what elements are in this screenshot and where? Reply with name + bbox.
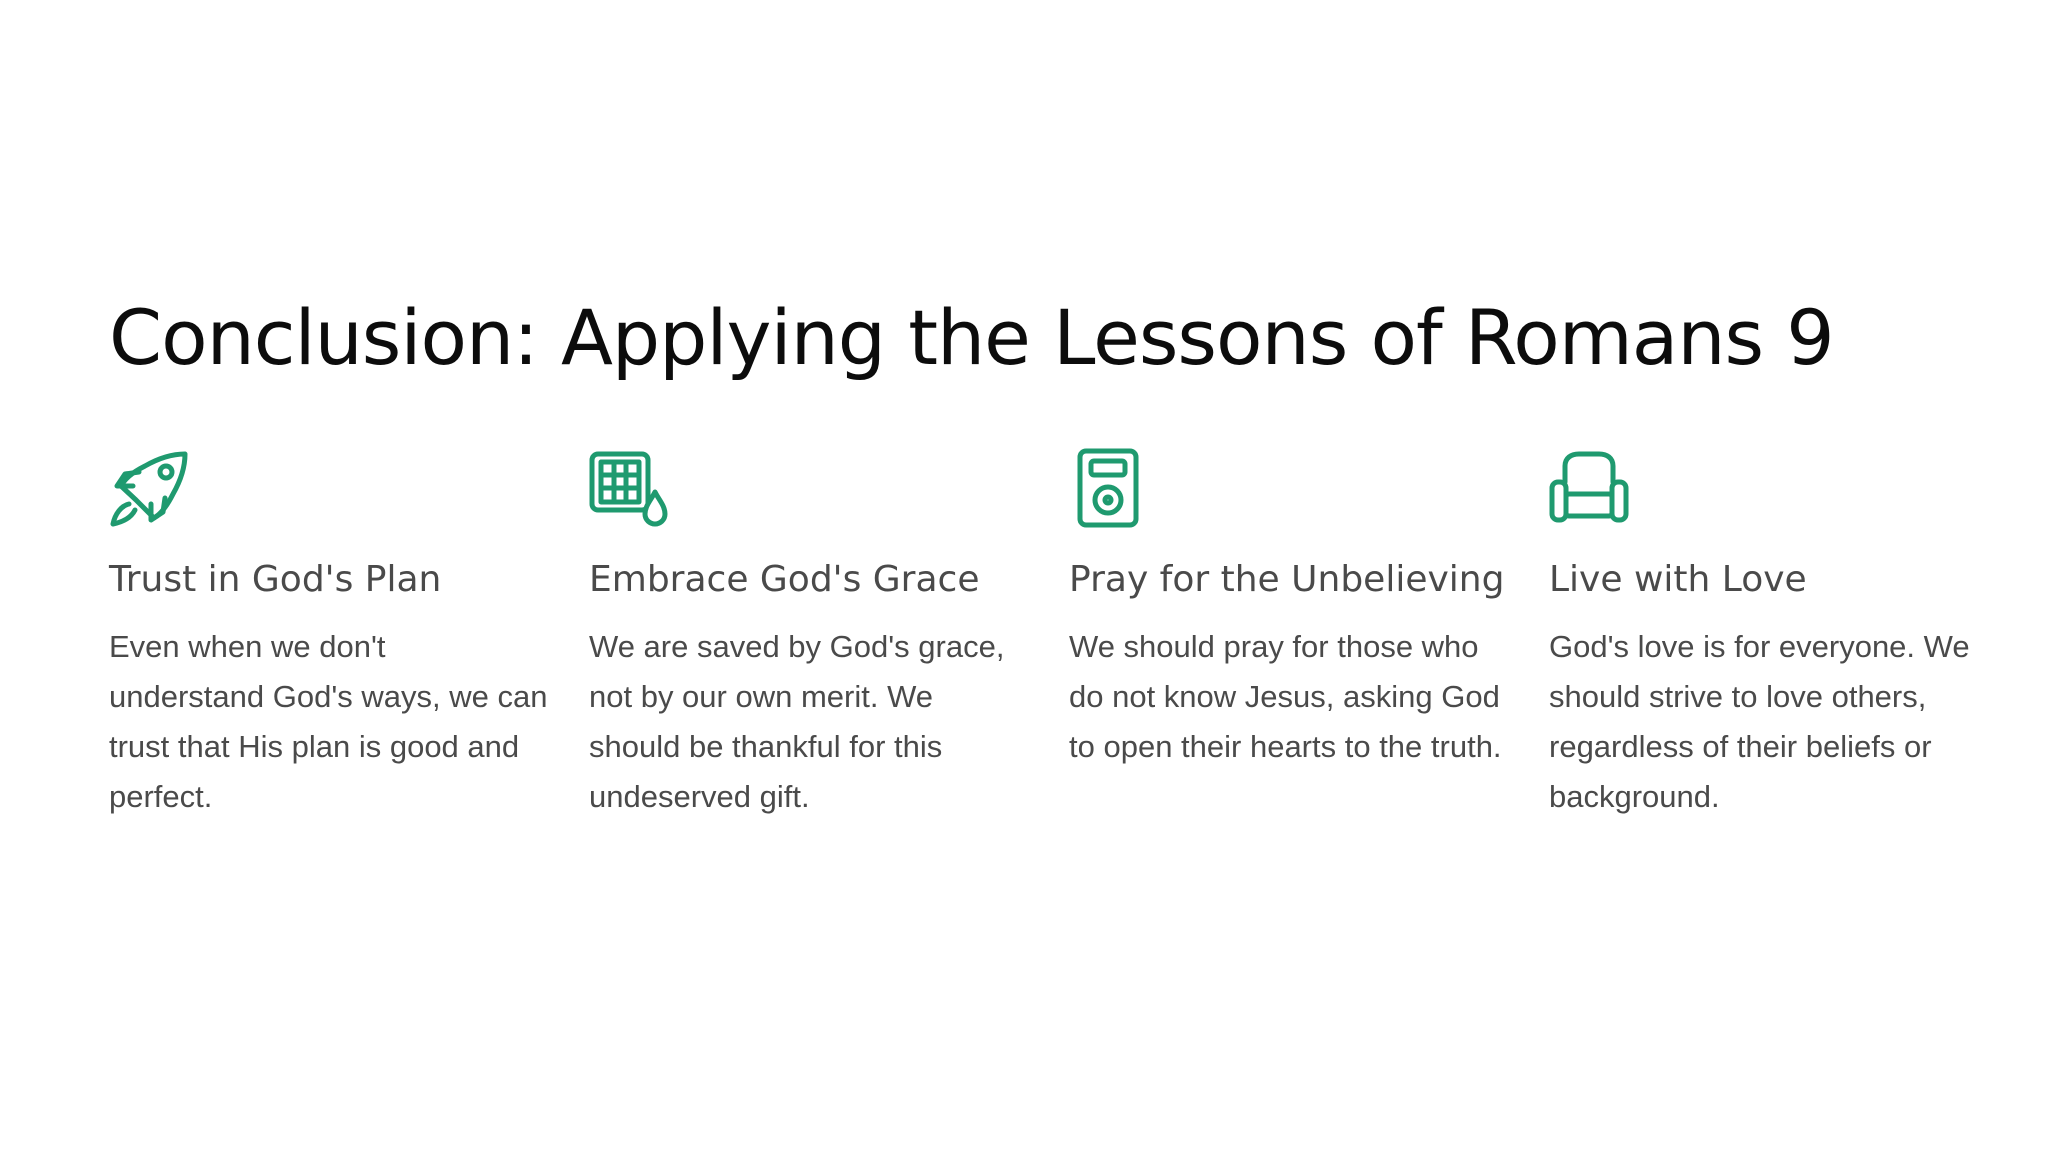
card-pray [1069,448,1509,772]
card-heading: Pray for the Unbelieving [1069,559,1505,600]
card-grace [589,448,1029,822]
card-heading: Trust in God's Plan [109,559,442,600]
card-love [1549,448,1989,822]
card-body: We should pray for those who do not know Jesus, asking God to open their hearts to the truth. [1069,629,1502,764]
card-heading: Embrace God's Grace [589,559,980,600]
card-grid [109,448,1969,908]
card-body: God's love is for everyone. We should strive to love others, regardless of their beliefs or background. [1549,629,1970,814]
rocket-icon [109,448,189,528]
water-grid-icon [589,448,669,528]
card-body: Even when we don't understand God's ways, we can trust that His plan is good and perfect. [109,629,548,814]
card-trust [109,448,549,822]
card-body: We are saved by God's grace, not by our own merit. We should be thankful for this undeserved gift. [589,629,1005,814]
card-heading: Live with Love [1549,559,1807,600]
page-title: Conclusion: Applying the Lessons of Romans 9 [109,293,1834,382]
music-player-icon [1069,448,1149,528]
sofa-icon [1549,448,1629,528]
